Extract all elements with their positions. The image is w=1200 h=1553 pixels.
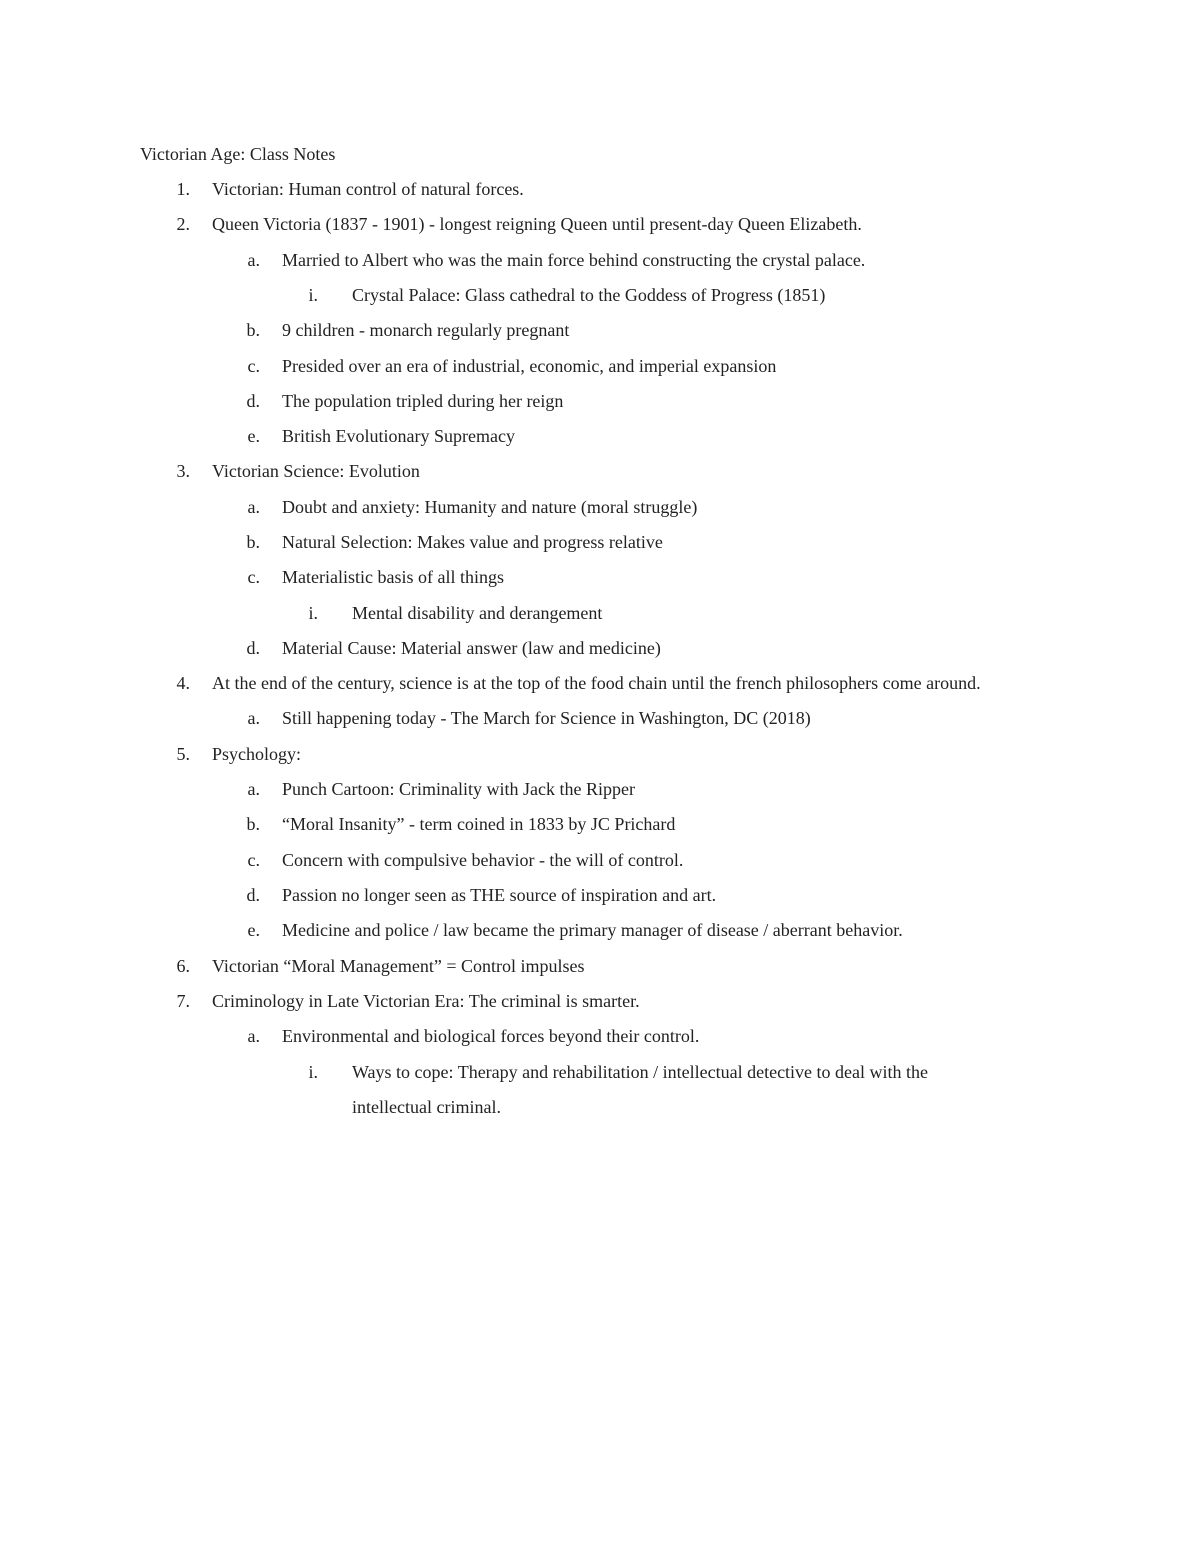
list-marker: d. bbox=[246, 391, 260, 411]
list-marker: 2. bbox=[176, 214, 190, 234]
list-marker: i. bbox=[308, 603, 318, 623]
list-item-text: Victorian “Moral Management” = Control impulses bbox=[212, 956, 585, 976]
list-item-text: British Evolutionary Supremacy bbox=[282, 426, 515, 446]
list-marker: i. bbox=[308, 285, 318, 305]
list-item-text: Presided over an era of industrial, economic, and imperial expansion bbox=[282, 356, 777, 376]
list-marker: a. bbox=[247, 708, 260, 728]
list-marker: d. bbox=[246, 638, 260, 658]
list-marker: 4. bbox=[176, 673, 190, 693]
list-marker: 6. bbox=[176, 956, 190, 976]
list-item-text: Queen Victoria (1837 - 1901) - longest reigning Queen until present-day Queen Elizabeth. bbox=[212, 214, 862, 234]
list-marker: a. bbox=[247, 779, 260, 799]
list-marker: a. bbox=[247, 497, 260, 517]
list-item-text: Still happening today - The March for Science in Washington, DC (2018) bbox=[282, 708, 811, 728]
list-marker: a. bbox=[247, 250, 260, 270]
list-item-text: Material Cause: Material answer (law and medicine) bbox=[282, 638, 661, 658]
list-marker: c. bbox=[247, 567, 260, 587]
list-marker: b. bbox=[246, 320, 260, 340]
list-item-text: Natural Selection: Makes value and progress relative bbox=[282, 532, 663, 552]
list-item-text: At the end of the century, science is at the top of the food chain until the french philosophers come around. bbox=[212, 673, 981, 693]
list-marker: 1. bbox=[176, 179, 190, 199]
list-item-text: Victorian: Human control of natural forces. bbox=[212, 179, 524, 199]
list-item-text: Married to Albert who was the main force behind constructing the crystal palace. bbox=[282, 250, 866, 270]
list-marker: c. bbox=[247, 850, 260, 870]
list-item-text: Ways to cope: Therapy and rehabilitation / intellectual detective to deal with the bbox=[352, 1062, 929, 1082]
list-item-text: The population tripled during her reign bbox=[282, 391, 564, 411]
list-item-text: Punch Cartoon: Criminality with Jack the Ripper bbox=[282, 779, 635, 799]
list-item-text: “Moral Insanity” - term coined in 1833 by JC Prichard bbox=[282, 814, 676, 834]
list-item-text: Medicine and police / law became the primary manager of disease / aberrant behavior. bbox=[282, 920, 903, 940]
list-marker: b. bbox=[246, 814, 260, 834]
list-item-text: Crystal Palace: Glass cathedral to the Goddess of Progress (1851) bbox=[352, 285, 826, 305]
list-item-text: Doubt and anxiety: Humanity and nature (moral struggle) bbox=[282, 497, 698, 517]
list-marker: e. bbox=[247, 920, 260, 940]
list-item-text: Environmental and biological forces beyond their control. bbox=[282, 1026, 700, 1046]
list-marker: c. bbox=[247, 356, 260, 376]
list-marker: a. bbox=[247, 1026, 260, 1046]
list-marker: i. bbox=[308, 1062, 318, 1082]
document-title: Victorian Age: Class Notes bbox=[140, 144, 336, 164]
list-marker: 7. bbox=[176, 991, 190, 1011]
list-item-text: Criminology in Late Victorian Era: The criminal is smarter. bbox=[212, 991, 640, 1011]
list-item-text: Mental disability and derangement bbox=[352, 603, 603, 623]
list-item-text: 9 children - monarch regularly pregnant bbox=[282, 320, 570, 340]
list-marker: e. bbox=[247, 426, 260, 446]
list-item-text: Psychology: bbox=[212, 744, 302, 764]
list-item-text: Materialistic basis of all things bbox=[282, 567, 504, 587]
list-marker: b. bbox=[246, 532, 260, 552]
list-marker: 5. bbox=[176, 744, 190, 764]
list-item-text: Passion no longer seen as THE source of inspiration and art. bbox=[282, 885, 717, 905]
list-item-text: intellectual criminal. bbox=[352, 1097, 501, 1117]
list-marker: 3. bbox=[176, 461, 190, 481]
list-item-text: Victorian Science: Evolution bbox=[212, 461, 420, 481]
list-item-text: Concern with compulsive behavior - the will of control. bbox=[282, 850, 684, 870]
list-marker: d. bbox=[246, 885, 260, 905]
